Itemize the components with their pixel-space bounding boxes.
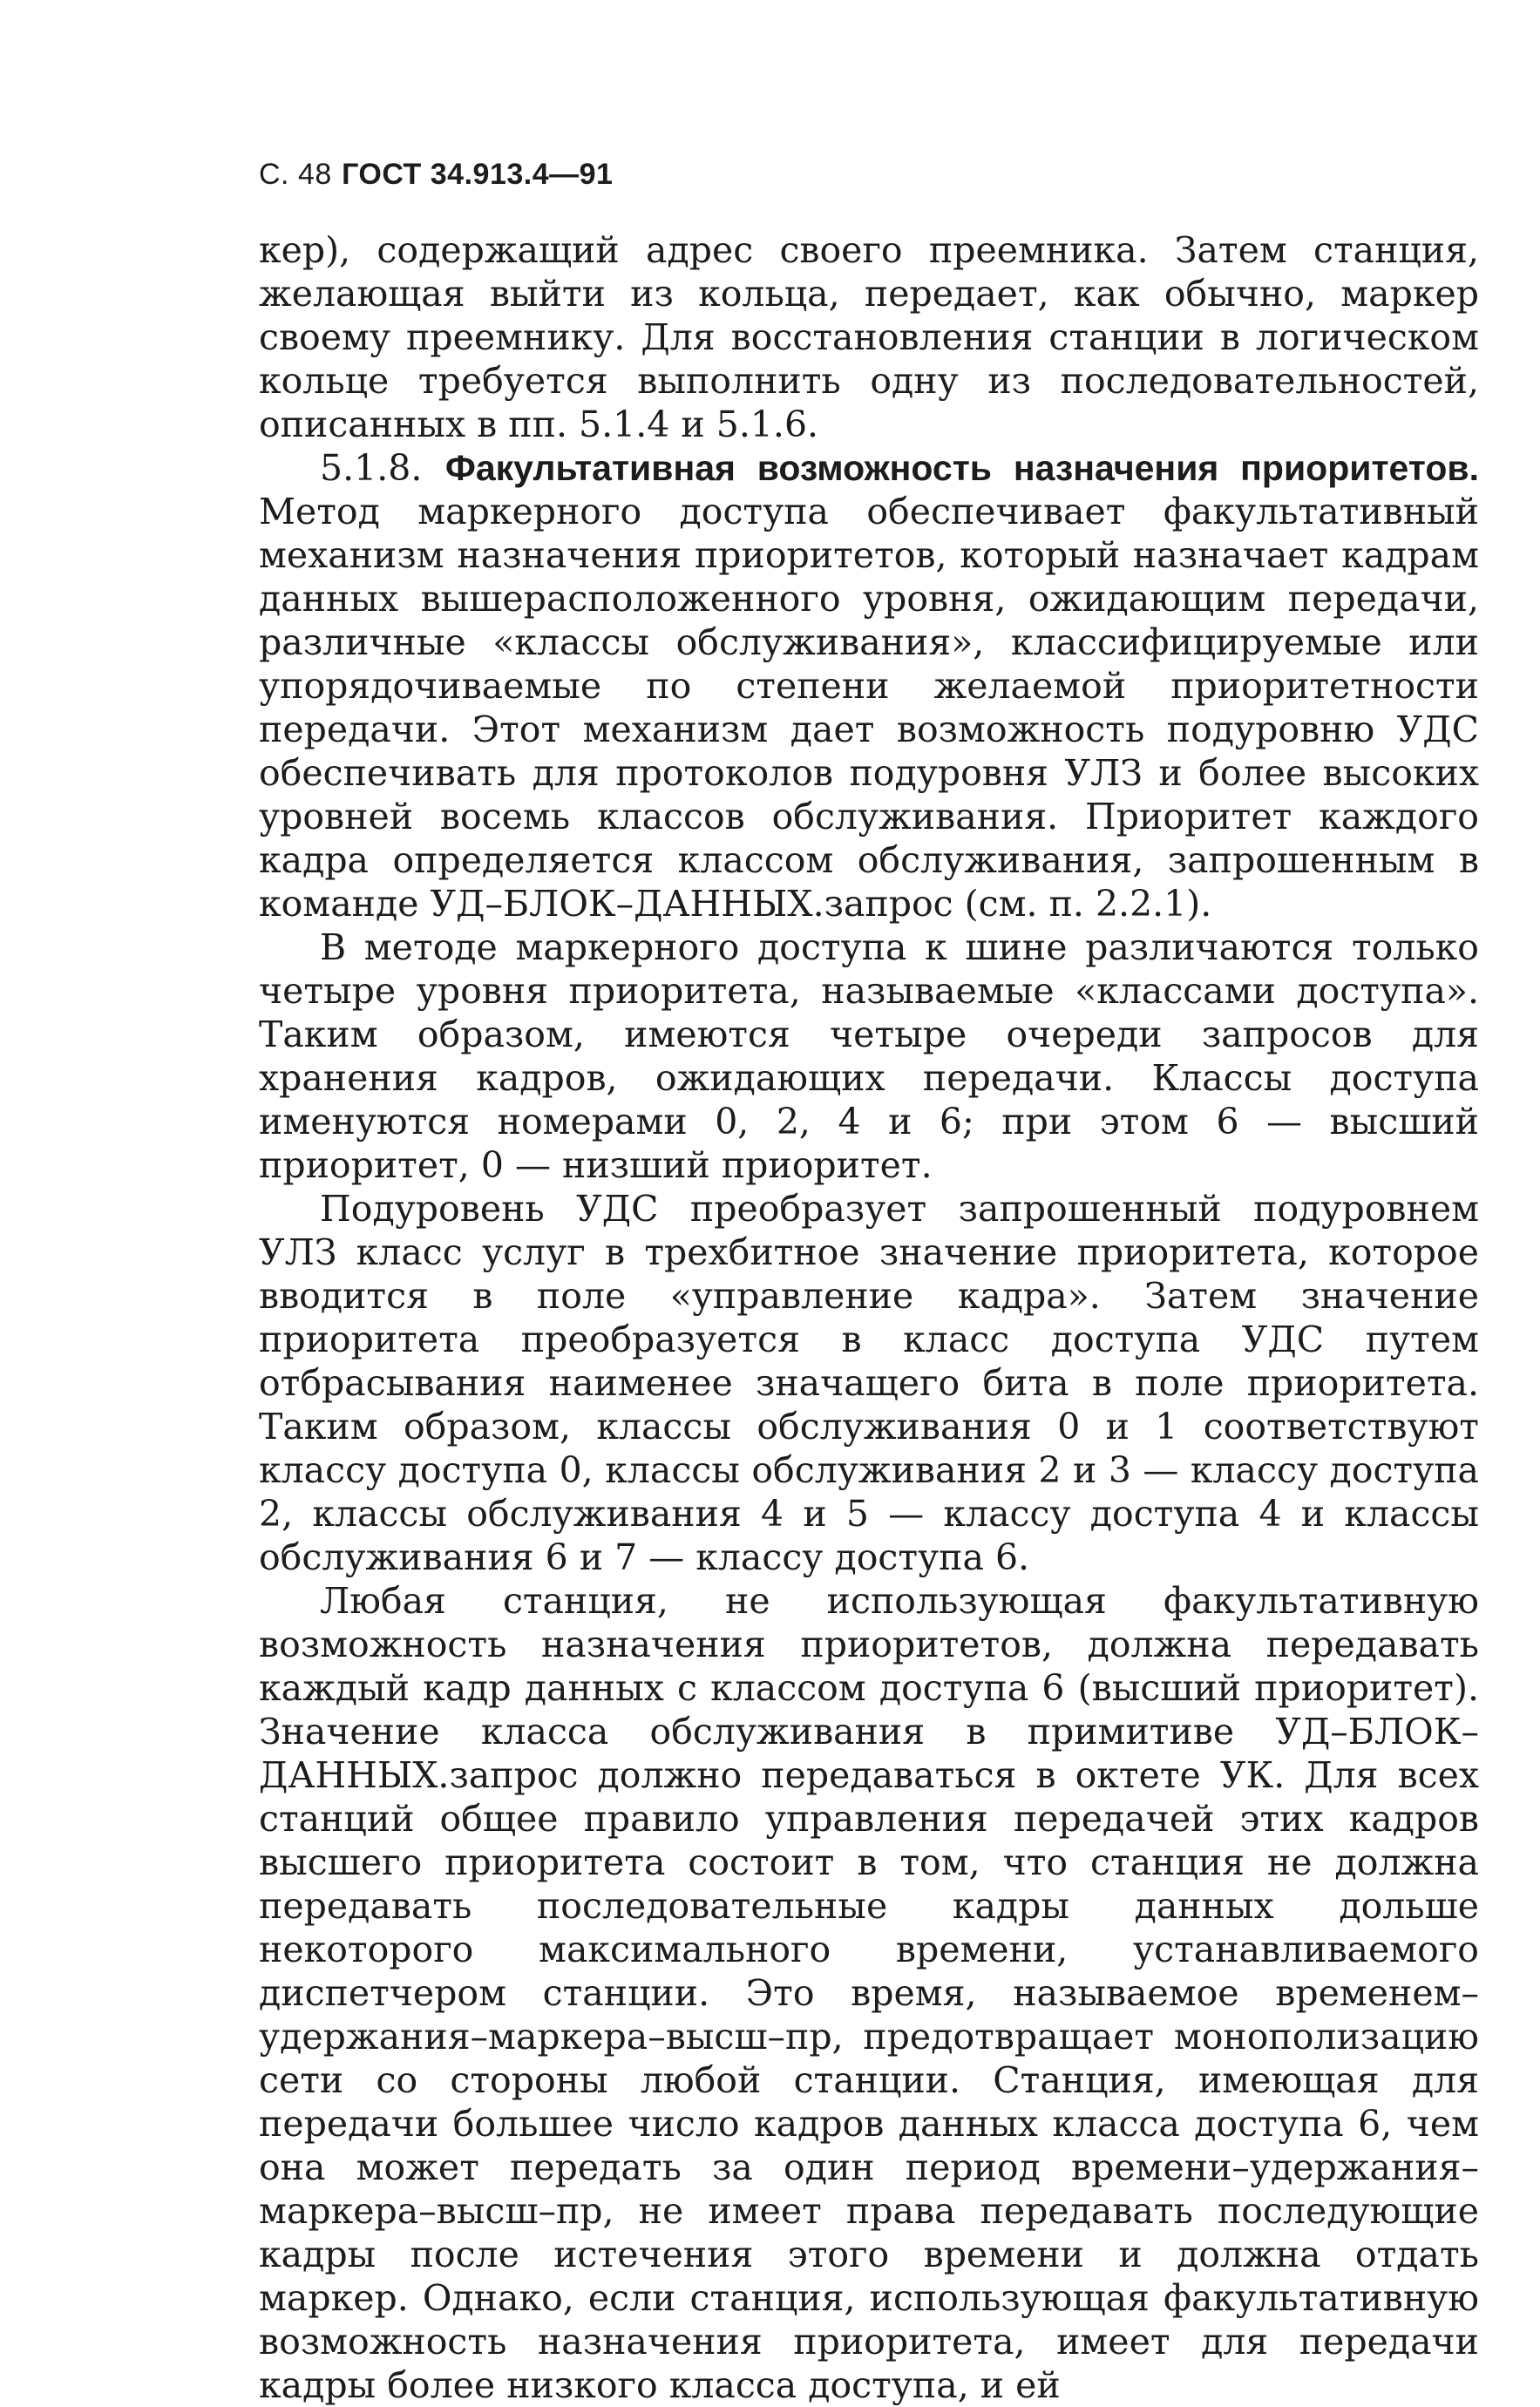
paragraph-priority-mapping: Подуровень УДС преобразует запрошенный подуровнем УЛЗ класс услуг в трехбитное значение приоритета, которое вводится в поле «управление кадра». Затем значение приоритета преобразуется в класс доступа УДС путем отбрасывания наименее значащего бита в поле приоритета. Таким образом, классы обслуживания 0 и 1 соответствуют классу доступа 0, классы обслуживания 2 и 3 — классу доступа 2, классы обслуживания 4 и 5 — классу доступа 4 и классы обслуживания 6 и 7 — классу доступа 6.	[259, 1188, 1479, 1578]
paragraph-token-hold-time: Любая станция, не использующая факультативную возможность назначения приоритетов, должна передавать каждый кадр данных с классом доступа 6 (высший приоритет). Значение класса обслуживания в примитиве УД–БЛОК–ДАННЫХ.запрос должно передаваться в октете УК. Для всех станций общее правило управления передачей этих кадров высшего приоритета состоит в том, что станция не должна передавать последовательные кадры данных дольше некоторого максимального времени, устанавливаемого диспетчером станции. Это время, называемое временем–удержания–маркера–высш–пр, предотвращает монополизацию сети со стороны любой станции. Станция, имеющая для передачи большее число кадров данных класса доступа 6, чем она может передать за один период времени–удержания–маркера–высш–пр, не имеет права передавать последующие кадры после истечения этого времени и должна отдать маркер. Однако, если станция, использующая факультативную возможность назначения приоритета, имеет для передачи кадры более низкого класса доступа, и ей	[259, 1580, 1479, 2406]
paragraph-access-classes: В методе маркерного доступа к шине различаются только четыре уровня приоритета, называемые «классами доступа». Таким образом, имеются четыре очереди запросов для хранения кадров, ожидающих передачи. Классы доступа именуются номерами 0, 2, 4 и 6; при этом 6 — высший приоритет, 0 — низший приоритет.	[259, 926, 1479, 1186]
section-heading: Факультативная возможность назначения приоритетов.	[444, 448, 1479, 488]
paragraph-continuation: кер), содержащий адрес своего преемника. Затем станция, желающая выйти из кольца, передает, как обычно, маркер своему преемнику. Для восстановления станции в логическом кольце требуется выполнить одну из последовательностей, описанных в пп. 5.1.4 и 5.1.6.	[259, 229, 1479, 445]
paragraph-section-5-1-8	[259, 446, 1479, 926]
standard-designation: ГОСТ 34.913.4—91	[342, 158, 614, 191]
paragraph-text: Метод маркерного доступа обеспечивает факультативный механизм назначения приоритетов, который назначает кадрам данных вышерасположенного уровня, ожидающим передачи, различные «классы обслуживания», классифицируемые или упорядочиваемые по степени желаемой приоритетности передачи. Этот механизм дает возможность подуровню УДС обеспечивать для протоколов подуровня УЛЗ и более высоких уровней восемь классов обслуживания. Приоритет каждого кадра определяется классом обслуживания, запрошенным в команде УД–БЛОК–ДАННЫХ.запрос (см. п. 2.2.1).	[259, 491, 1479, 925]
page-header	[259, 157, 613, 192]
section-number: 5.1.8.	[320, 447, 423, 489]
document-body	[259, 228, 1479, 2407]
page-number: С. 48	[259, 158, 332, 191]
